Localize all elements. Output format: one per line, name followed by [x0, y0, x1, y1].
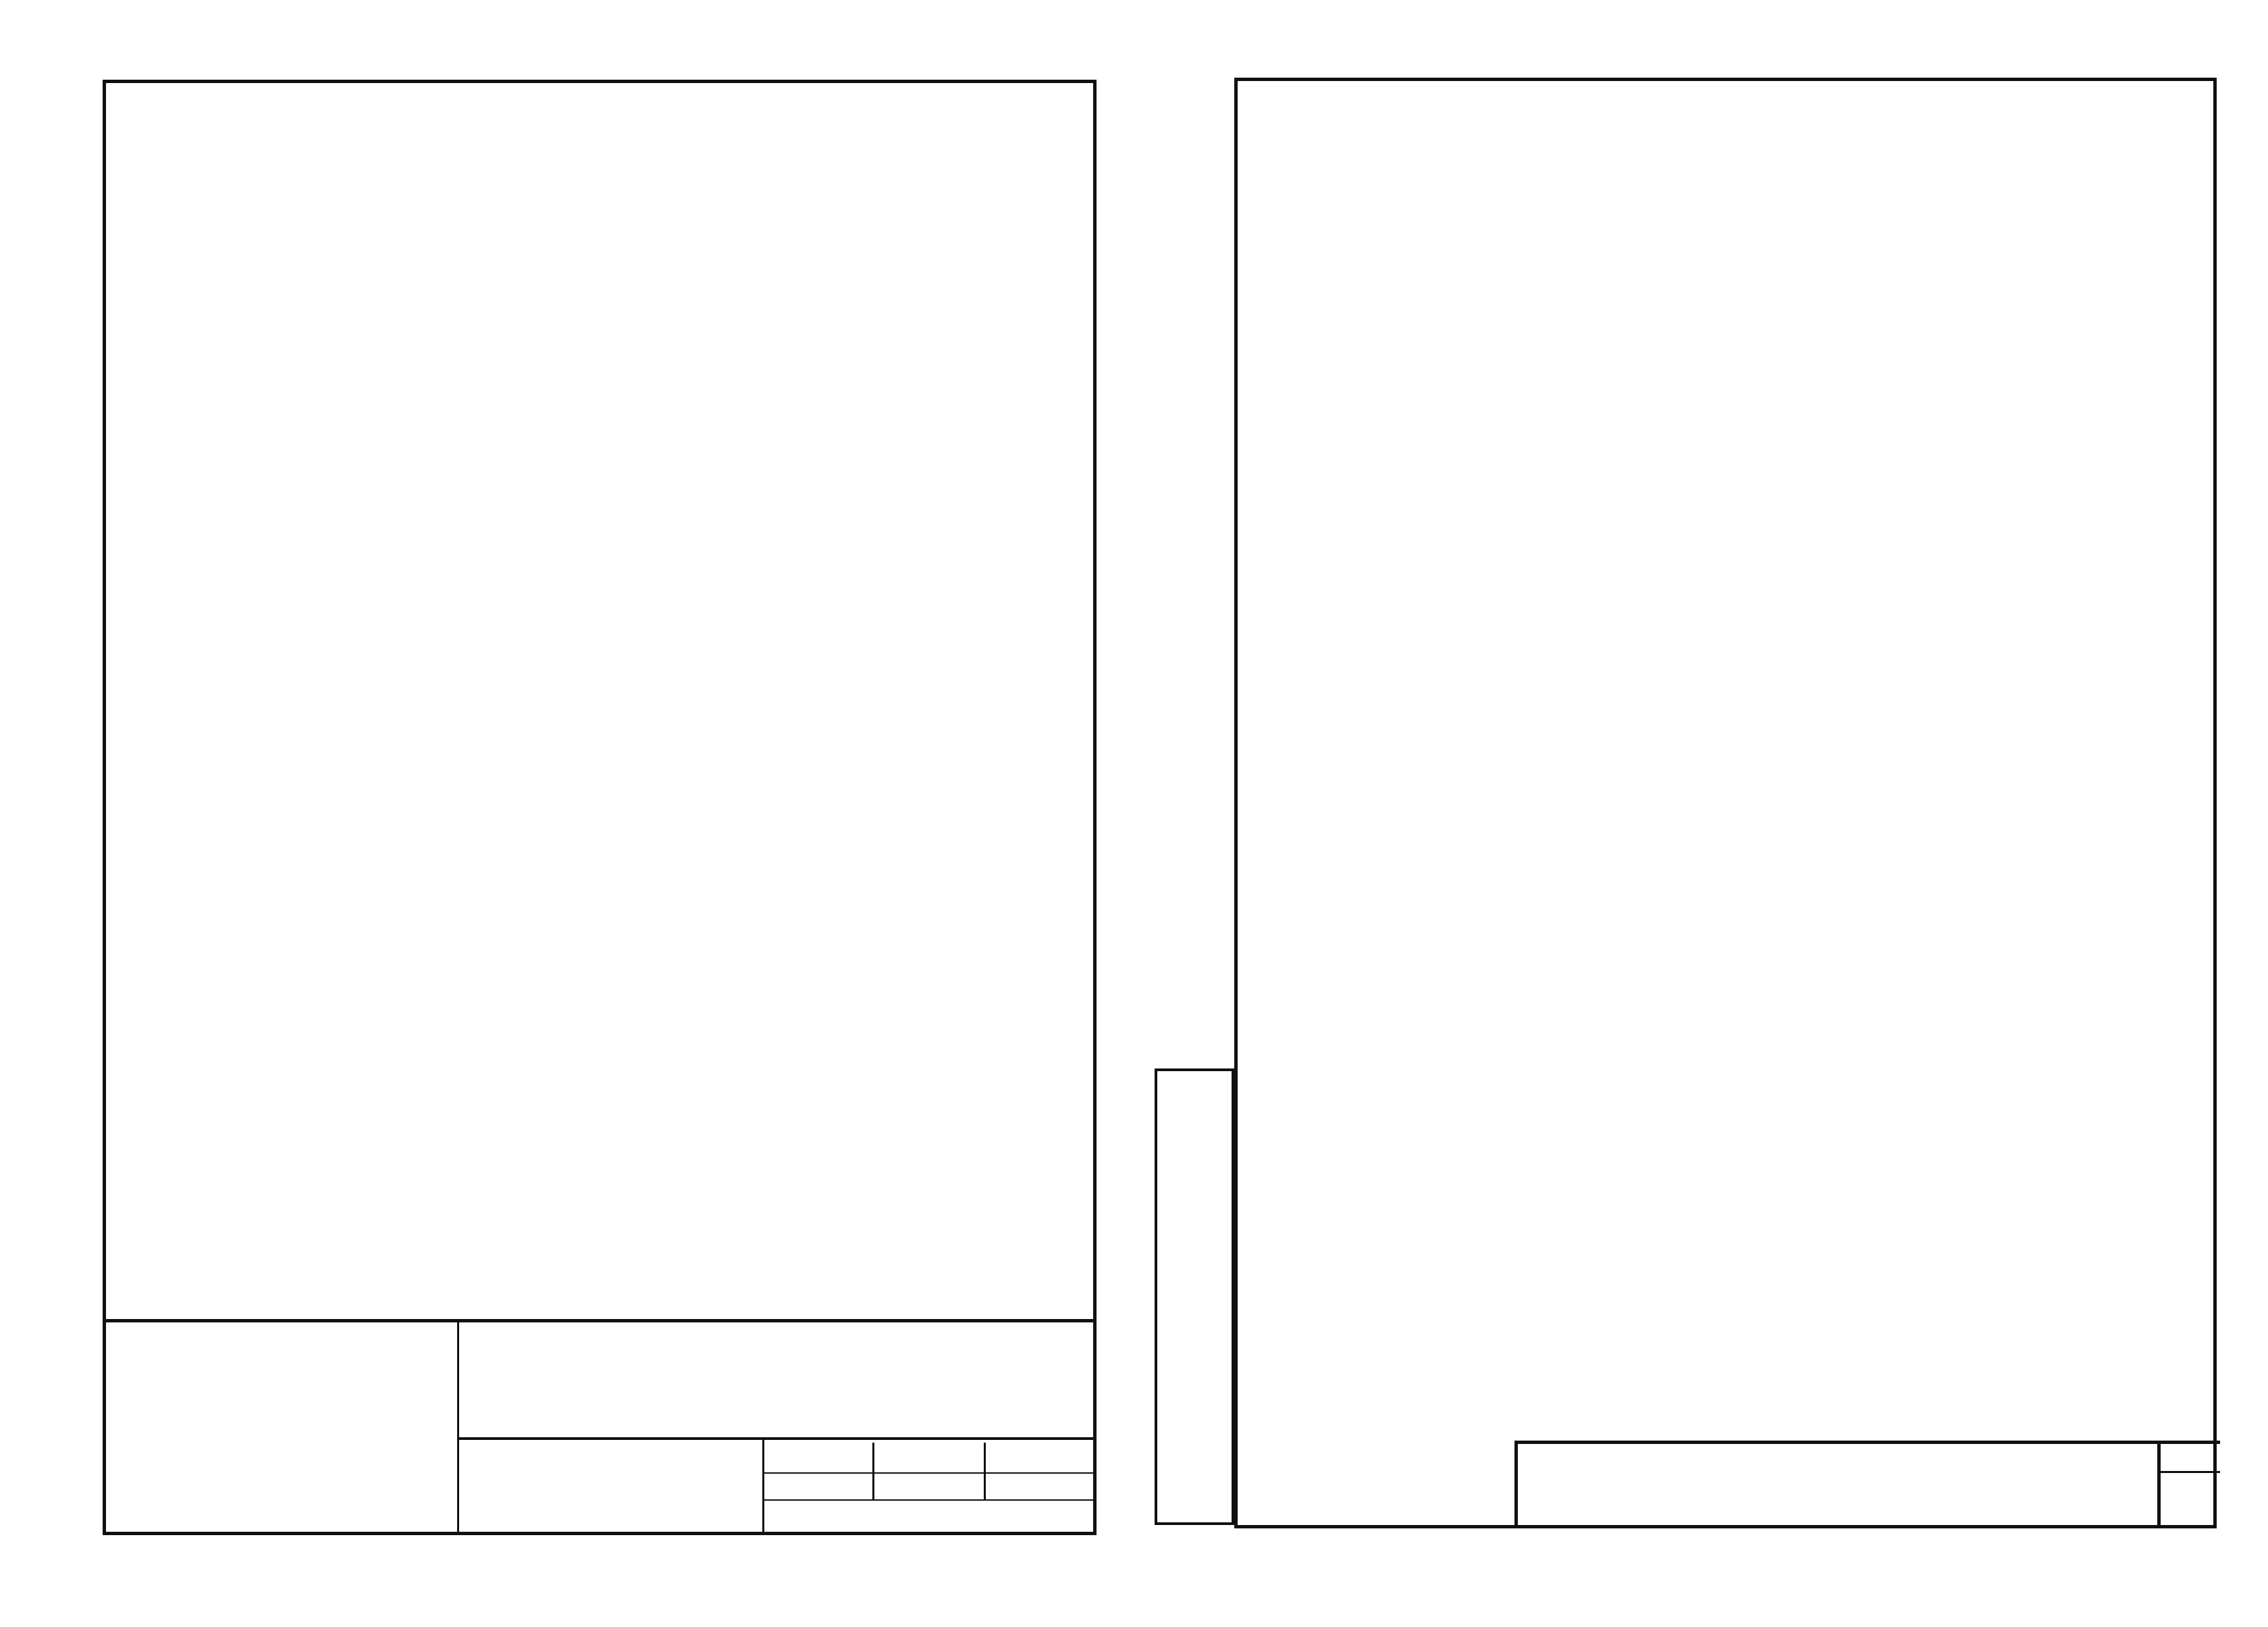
signature-roles: [106, 1322, 457, 1532]
left-content: [106, 83, 1093, 118]
right-content: [1238, 81, 2213, 140]
right-title-block: [1514, 1441, 2220, 1525]
side-stamp-strip: [1155, 1068, 1234, 1525]
divider: [457, 1437, 1093, 1440]
divider: [457, 1322, 459, 1532]
divider: [872, 1443, 874, 1499]
left-sheet: [103, 80, 1097, 1535]
sheet-number-box: [2157, 1444, 2220, 1525]
right-sheet: [1234, 78, 2217, 1528]
stage-header: [764, 1443, 1097, 1474]
divider: [984, 1443, 986, 1499]
stage-values: [764, 1472, 1097, 1501]
left-title-block: [106, 1319, 1093, 1532]
sheet-label: [2161, 1444, 2220, 1473]
